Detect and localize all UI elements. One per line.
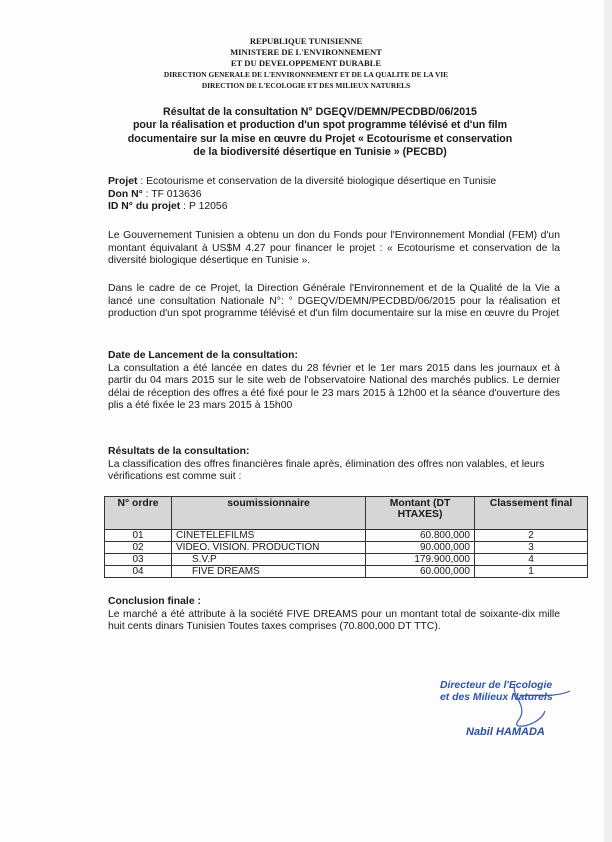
signatory-name: Nabil HAMADA <box>466 726 545 738</box>
header-classement: Classement final <box>475 497 588 530</box>
row-classement: 2 <box>475 530 588 542</box>
row-montant: 60.000,000 <box>366 566 475 578</box>
stamp-line-2: et des Milieux Naturels <box>440 692 553 703</box>
row-ordre: 03 <box>105 554 172 566</box>
title-line-1: Résultat de la consultation N° DGEQV/DEMN/PECDBD/06/2015 <box>163 106 477 118</box>
row-ordre: 01 <box>105 530 172 542</box>
header-direction: DIRECTION DE L'ECOLOGIE ET DES MILIEUX NATURELS <box>201 81 411 90</box>
paragraph-funding: Le Gouvernement Tunisien a obtenu un don du Fonds pour l'Environnement Mondial (FEM) d'un montant équivalant à US$M 4.27 pour financer le projet : « Ecotourisme et conservation de la diversité biologique désertique en Tunisie ». <box>108 230 560 267</box>
results-intro: La classification des offres financières finale après, élimination des offres non valables, et leurs vérifications est comme suit : <box>108 458 545 483</box>
conclusion-text: Le marché a été attribute à la société FIVE DREAMS pour un montant total de soixante-dix mille huit cents dinars Tunisien Toutes taxes comprises (70.800,000 DT TTC). <box>108 608 560 633</box>
row-classement: 1 <box>475 566 588 578</box>
launch-section <box>108 350 560 413</box>
projet-value: : Ecotourisme et conservation de la diversité biologique désertique en Tunisie <box>140 176 497 187</box>
header-republic: REPUBLIQUE TUNISIENNE <box>249 36 363 46</box>
row-ordre: 02 <box>105 542 172 554</box>
row-classement: 4 <box>475 554 588 566</box>
row-soumissionnaire: CINETELEFILMS <box>172 530 366 542</box>
letterhead <box>0 36 612 91</box>
conclusion-section <box>108 596 560 634</box>
results-table <box>104 496 588 578</box>
table-row <box>105 554 588 566</box>
launch-text: La consultation a été lancée en dates du 28 février et le 1er mars 2015 dans les journaux et à partir du 04 mars 2015 sur le site web de l'observatoire National des marchés publics. Le dernier délai de réception des offres a été fixé pour le 23 mars 2015 à 12h00 et la séance d'ouverture des plis a été fixée le 23 mars 2015 à 15h00 <box>108 362 560 412</box>
table-row <box>105 566 588 578</box>
paragraph-context: Dans le cadre de ce Projet, la Direction Générale l'Environnement et de la Qualité de la Vie a lancé une consultation Nationale N°: ° DGEQV/DEMN/PECDBD/06/2015 pour la réalisation et production d'un spot programme télévisé et d'un film documentaire sur la mise en œuvre du Projet <box>108 283 560 320</box>
project-info <box>108 176 560 214</box>
row-montant: 179.900,000 <box>366 554 475 566</box>
don-value: : TF 013636 <box>145 188 202 200</box>
id-label: ID N° du projet <box>108 201 181 213</box>
results-section <box>108 446 560 484</box>
row-ordre: 04 <box>105 566 172 578</box>
signature-stamp <box>440 680 590 704</box>
table-header-row <box>105 497 588 530</box>
header-ministry: MINISTERE DE L'ENVIRONNEMENT <box>230 47 382 57</box>
header-ministry-2: ET DU DEVELOPPEMENT DURABLE <box>230 58 382 68</box>
table-row <box>105 542 588 554</box>
stamp-line-1: Directeur de l'Ecologie <box>440 680 553 691</box>
scan-margin <box>604 0 612 842</box>
header-direction-generale: DIRECTION GENERALE DE L'ENVIRONNEMENT ET DE LA QUALITE DE LA VIE <box>163 70 449 79</box>
row-soumissionnaire: S.V.P <box>172 554 366 566</box>
row-montant: 90.000,000 <box>366 542 475 554</box>
table-row <box>105 530 588 542</box>
don-label: Don N° <box>108 188 143 200</box>
row-montant: 60.800,000 <box>366 530 475 542</box>
header-montant: Montant (DT HTAXES) <box>366 497 475 530</box>
title-line-4: de la biodiversité désertique en Tunisie » (PECBD) <box>193 146 447 159</box>
title-line-2: pour la réalisation et production d'un spot programme télévisé et d'un film <box>132 119 508 132</box>
row-soumissionnaire: FIVE DREAMS <box>172 566 366 578</box>
projet-label: Projet <box>108 176 138 187</box>
row-soumissionnaire: VIDEO. VISION. PRODUCTION <box>172 542 366 554</box>
conclusion-title: Conclusion finale : <box>108 596 201 607</box>
header-soumissionnaire: soumissionnaire <box>172 497 366 530</box>
title-line-3: documentaire sur la mise en œuvre du Projet « Ecotourisme et conservation <box>127 132 513 145</box>
id-value: : P 12056 <box>183 201 228 213</box>
launch-title: Date de Lancement de la consultation: <box>108 350 298 361</box>
row-classement: 3 <box>475 542 588 554</box>
document-title <box>120 106 520 160</box>
header-ordre: N° ordre <box>105 497 172 530</box>
results-title: Résultats de la consultation: <box>108 446 250 457</box>
